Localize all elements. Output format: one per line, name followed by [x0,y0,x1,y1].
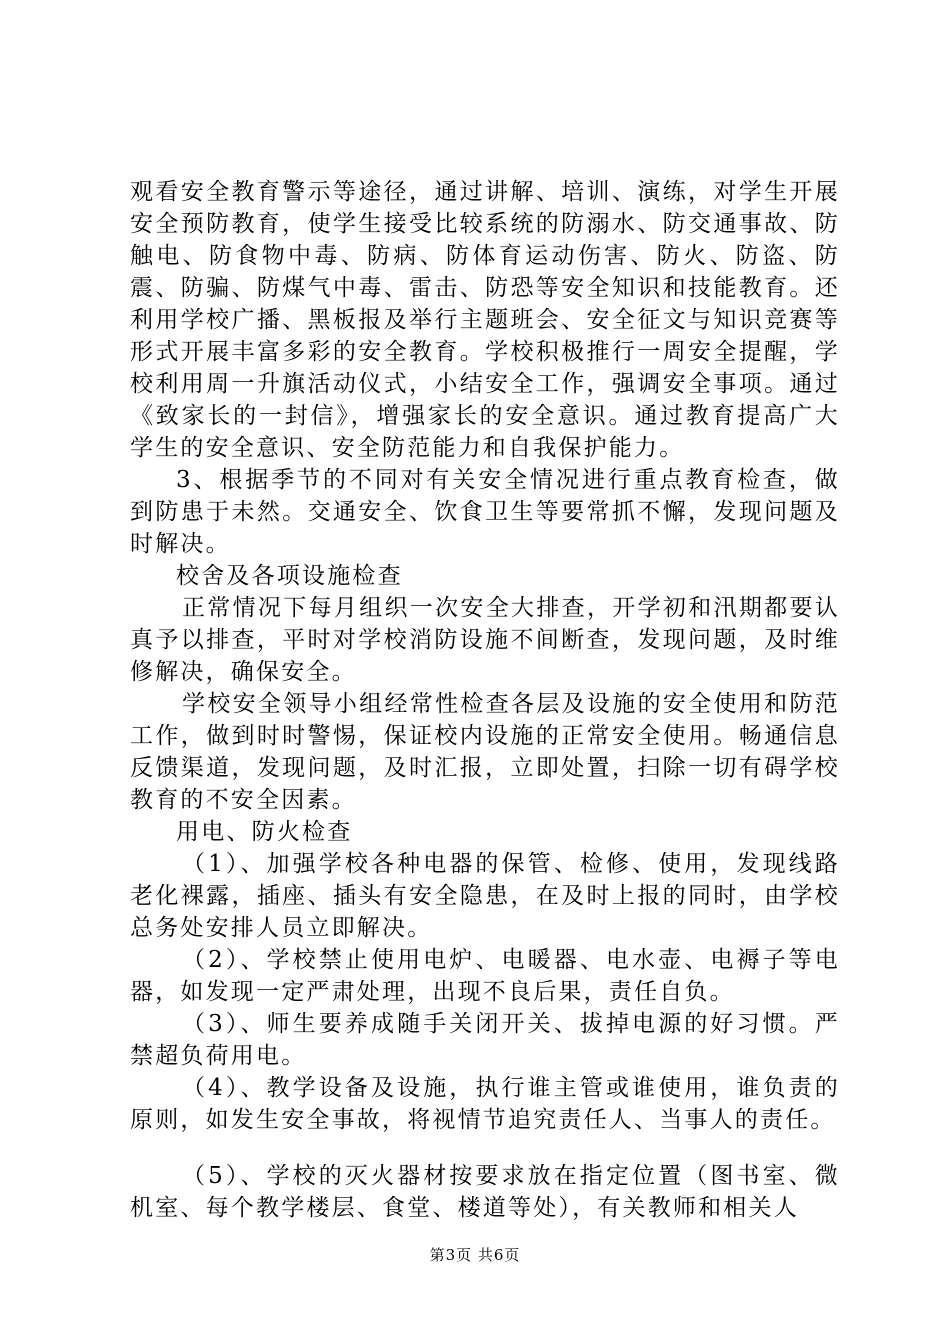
paragraph-education-methods: 观看安全教育警示等途径，通过讲解、培训、演练，对学生开展安全预防教育，使学生接受比较系统的防溺水、防交通事故、防触电、防食物中毒、防病、防体育运动伤害、防火、防盗、防震、防骗、防煤气中毒、雷击、防恐等安全知识和技能教育。还利用学校广播、黑板报及举行主题班会、安全征文与知识竞赛等形式开展丰富多彩的安全教育。学校积极推行一周安全提醒，学校利用周一升旗活动仪式，小结安全工作，强调安全事项。通过《致家长的一封信》，增强家长的安全意识。通过教育提高广大学生的安全意识、安全防范能力和自我保护能力。 [130,179,840,461]
list-item-5: （5）、学校的灭火器材按要求放在指定位置（图书室、微机室、每个教学楼层、食堂、楼道等处），有关教师和相关人 [130,1163,840,1221]
paragraph-safety-group: 学校安全领导小组经常性检查各层及设施的安全使用和防范工作，做到时时警惕，保证校内设施的正常安全使用。畅通信息反馈渠道，发现问题，及时汇报，立即处置，扫除一切有碍学校教育的不安全因素。 [130,691,840,813]
paragraph-monthly-inspection: 正常情况下每月组织一次安全大排查，开学初和汛期都要认真予以排查，平时对学校消防设施不间断查，发现问题，及时维修解决，确保安全。 [130,595,840,685]
list-item-4: （4）、教学设备及设施，执行谁主管或谁使用，谁负责的原则，如发生安全事故，将视情节追究责任人、当事人的责任。 [130,1075,840,1133]
section-heading-facilities: 校舍及各项设施检查 [176,563,403,589]
section-heading-electricity-fire: 用电、防火检查 [176,819,353,845]
page-footer: 第3页 共6页 [429,1246,521,1264]
list-item-2: （2）、学校禁止使用电炉、电暖器、电水壶、电褥子等电器，如发现一定严肃处理，出现不良后果，责任自负。 [130,947,840,1005]
list-item-3: （3）、师生要养成随手关闭开关、拔掉电源的好习惯。严禁超负荷用电。 [130,1011,840,1069]
paragraph-seasonal-inspection: 3、根据季节的不同对有关安全情况进行重点教育检查，做到防患于未然。交通安全、饮食卫生等要常抓不懈，发现问题及时解决。 [130,467,840,557]
list-item-1: （1）、加强学校各种电器的保管、检修、使用，发现线路老化裸露，插座、插头有安全隐患，在及时上报的同时，由学校总务处安排人员立即解决。 [130,851,840,941]
document-body [130,176,840,1224]
